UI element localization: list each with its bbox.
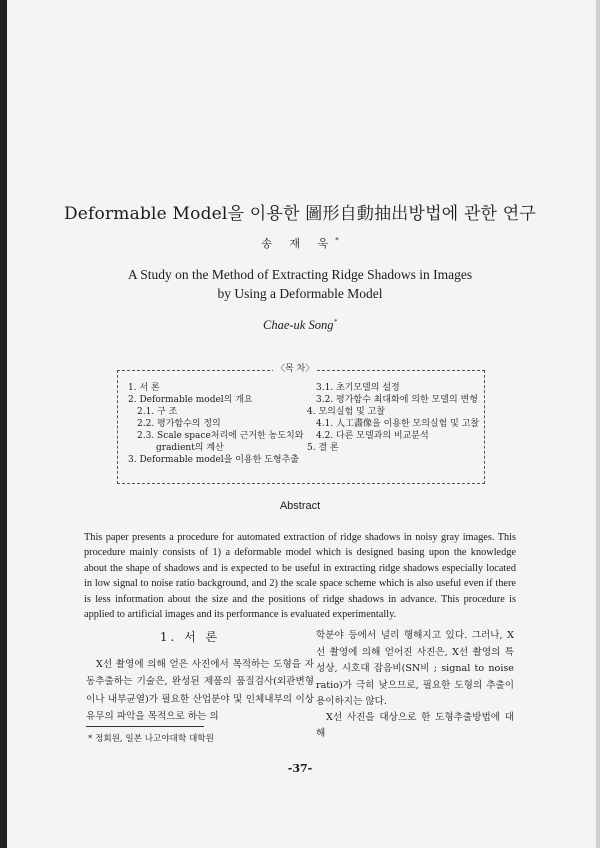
toc-item: gradient의 계산 bbox=[156, 443, 224, 453]
toc-item: 2.2. 평가함수의 정의 bbox=[137, 419, 221, 429]
scan-left-edge bbox=[0, 0, 7, 848]
english-title bbox=[0, 265, 600, 303]
toc-item: 2. Deformable model의 개요 bbox=[128, 395, 253, 405]
body-paragraph-left: X선 촬영에 의해 얻은 사진에서 목적하는 도형을 자동추출하는 기술은, 완성된 제품의 품질검사(외관변형이나 내부균열)가 필요한 산업분야 및 인체내부의 이상유무의 파악을 목적으로 하는 의 bbox=[86, 659, 314, 722]
english-title-line: A Study on the Method of Extracting Ridge Shadows in Images bbox=[127, 267, 473, 282]
body-paragraph-right: 학분야 등에서 널리 행해지고 있다. 그러나, X선 촬영에 의해 얻어진 사진은, X선 촬영의 특성상, 시호대 잡음비(SN비 ; signal to noise ratio)가 극히 낮으므로, 필요한 도형의 추출이 용이하지는 않다. bbox=[316, 630, 514, 708]
footnote-rule bbox=[86, 726, 204, 727]
author-english-name: Chae-uk Song bbox=[263, 318, 334, 333]
toc-item: 2.3. Scale space처리에 근거한 농도치와 bbox=[137, 431, 304, 441]
body-paragraph-right-continued: X선 사진을 대상으로 한 도형추출방법에 대해 bbox=[316, 712, 514, 739]
abstract-body: This paper presents a procedure for automated extraction of ridge shadows in noisy gray images. This procedure mainly consists of 1) a deformable model which is designed basing upon the knowledge about the shape of shadows and is expected to be useful in extracting ridge shadows especially located in low signal to noise ratio background, and 2) the scale space scheme which is also useful even if there is less information about the size and the positions of ridge shadows in advance. This procedure is applied to artificial images and its performance is evaluated experimentally. bbox=[84, 532, 516, 621]
section-heading: 1. 서 론 bbox=[159, 630, 221, 644]
toc-item: 5. 결 론 bbox=[307, 443, 339, 453]
author-english bbox=[0, 318, 600, 333]
author-footnote-mark: * bbox=[335, 236, 339, 245]
toc-item: 4.2. 다른 모델과의 비교분석 bbox=[316, 431, 429, 441]
footnote: * 정회원, 일본 나고야대학 대학원 bbox=[88, 734, 214, 744]
author-korean bbox=[0, 235, 600, 251]
table-of-contents bbox=[117, 364, 485, 484]
toc-item: 3.1. 초기모델의 설정 bbox=[316, 383, 400, 393]
page-number: -37- bbox=[287, 762, 313, 775]
scan-right-edge bbox=[596, 0, 600, 848]
toc-item: 1. 서 론 bbox=[128, 383, 160, 393]
toc-item: 2.1. 구 조 bbox=[137, 407, 178, 417]
author-footnote-mark: * bbox=[333, 318, 337, 326]
abstract-heading: Abstract bbox=[279, 500, 321, 512]
toc-item: 3. Deformable model을 이용한 도형추출 bbox=[128, 455, 299, 465]
author-korean-name: 송 재 욱 bbox=[261, 237, 336, 250]
toc-item: 4.1. 人工畵像을 이용한 모의실험 및 고찰 bbox=[316, 419, 480, 429]
paper-title: Deformable Model을 이용한 圖形自動抽出방법에 관한 연구 bbox=[63, 204, 537, 224]
toc-item: 4. 모의실험 및 고찰 bbox=[307, 407, 386, 417]
toc-item: 3.2. 평가함수 최대화에 의한 모델의 변형 bbox=[316, 395, 478, 405]
toc-heading: 〈목 차〉 bbox=[273, 364, 317, 376]
english-title-line: by Using a Deformable Model bbox=[217, 286, 383, 301]
